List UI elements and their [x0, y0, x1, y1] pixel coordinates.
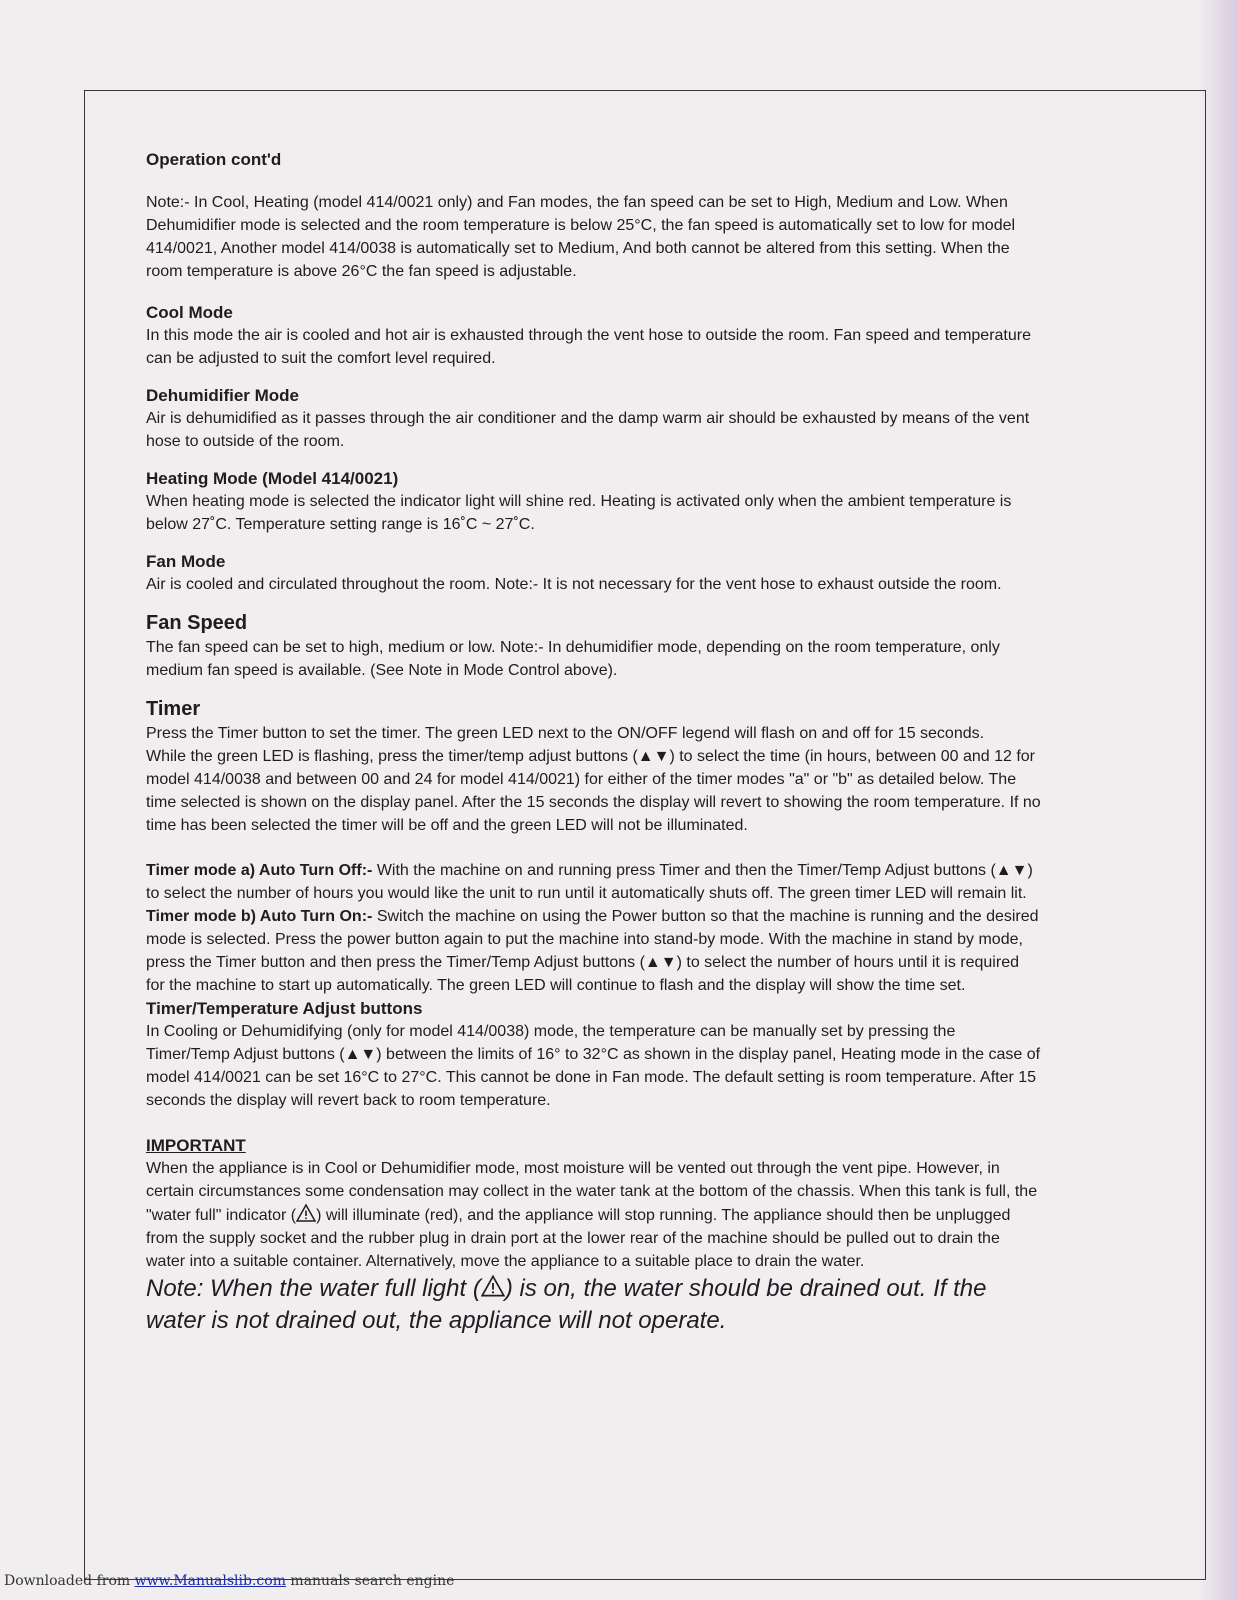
dehumidifier-heading: Dehumidifier Mode — [146, 386, 300, 405]
important-text — [146, 1157, 1042, 1273]
final-note — [146, 1273, 1042, 1337]
download-footer — [4, 1573, 454, 1589]
important-text-start: When the appliance is in Cool or Dehumidifier mode, most moisture will be vented out through the vent pipe. However, in certain circumstances some condensation may collect in the water tank at the bottom of the chassis. When this tank is full, the "water full" indicator ( — [146, 1160, 1038, 1224]
dehumidifier-text: Air is dehumidified as it passes through the air conditioner and the damp warm air should be exhausted by means of the vent hose to outside of the room. — [146, 410, 1030, 450]
important-heading: IMPORTANT — [146, 1136, 246, 1155]
cool-mode-heading: Cool Mode — [146, 303, 233, 322]
adjust-text: In Cooling or Dehumidifying (only for model 414/0038) mode, the temperature can be manually set by pressing the Timer/Temp Adjust buttons (▲▼) between the limits of 16° to 32°C as shown in the display panel, Heating mode in the case of model 414/0021 can be set 16°C to 27°C. This cannot be done in Fan mode. The default setting is room temperature. After 15 seconds the display will revert back to room temperature. — [146, 1023, 1041, 1109]
fan-speed-section — [146, 610, 1042, 682]
final-note-end: ) is on, the water should be drained out. If the water is not drained out, the appliance will not operate. — [146, 1275, 987, 1334]
adjust-section — [146, 997, 1042, 1112]
heating-text: When heating mode is selected the indicator light will shine red. Heating is activated only when the ambient temperature is below 27˚C. Temperature setting range is 16˚C ~ 27˚C. — [146, 493, 1012, 533]
warning-triangle-icon — [481, 1274, 505, 1298]
fan-mode-section — [146, 550, 1042, 596]
final-note-start: Note: When the water full light ( — [146, 1275, 481, 1302]
intro-note: Note:- In Cool, Heating (model 414/0021 only) and Fan modes, the fan speed can be set to High, Medium and Low. When Dehumidifier mode is selected and the room temperature is below 25°C, the fan speed is automatically set to low for model 414/0021, Another model 414/0038 is automatically set to Medium, And both cannot be altered from this setting. When the room temperature is above 26°C the fan speed is adjustable. — [146, 194, 1016, 280]
important-section — [146, 1134, 1042, 1273]
footer-suffix: manuals search engine — [285, 1573, 455, 1589]
manualslib-link[interactable]: www.Manualslib.com — [134, 1573, 286, 1589]
timer-mode-b-text: Switch the machine on using the Power button so that the machine is running and the desired mode is selected. Press the power button again to put the machine into stand-by mode. With the machine in stand by mode, press the Timer button and then press the Timer/Temp Adjust buttons (▲▼) to select the number of hours until it is required for the machine to start up automatically. The green LED will continue to flash and the display will show the time set. — [146, 908, 1039, 994]
important-text-end: ) will illuminate (red), and the appliance will stop running. The appliance should then be unplugged from the supply socket and the rubber plug in drain port at the lower rear of the machine should be pulled out to drain the water into a suitable container. Alternatively, move the appliance to a suitable place to drain the water. — [146, 1207, 1011, 1270]
cool-mode-text: In this mode the air is cooled and hot air is exhausted through the vent hose to outside the room. Fan speed and temperature can be adjusted to suit the comfort level required. — [146, 327, 1031, 367]
heating-heading: Heating Mode (Model 414/0021) — [146, 469, 399, 488]
cool-mode-section — [146, 301, 1042, 370]
timer-mode-a-text: With the machine on and running press Timer and then the Timer/Temp Adjust buttons (▲▼) to select the number of hours you would like the unit to run until it automatically shuts off. The green timer LED will remain lit. — [146, 862, 1033, 902]
dehumidifier-section — [146, 384, 1042, 453]
timer-mode-a — [146, 859, 1042, 905]
manual-page-content — [146, 148, 1042, 1337]
timer-heading: Timer — [146, 698, 201, 720]
footer-prefix: Downloaded from — [4, 1573, 135, 1589]
timer-mode-a-heading: Timer mode a) Auto Turn Off:- — [146, 862, 373, 879]
fan-speed-heading: Fan Speed — [146, 612, 248, 634]
fan-speed-text: The fan speed can be set to high, medium or low. Note:- In dehumidifier mode, depending on the room temperature, only medium fan speed is available. (See Note in Mode Control above). — [146, 639, 1000, 679]
heating-section — [146, 467, 1042, 536]
fan-mode-text: Air is cooled and circulated throughout the room. Note:- It is not necessary for the vent hose to exhaust outside the room. — [146, 576, 1002, 593]
timer-section — [146, 696, 1042, 837]
fan-mode-heading: Fan Mode — [146, 552, 226, 571]
timer-mode-b-heading: Timer mode b) Auto Turn On:- — [146, 908, 373, 925]
page-title: Operation cont'd — [146, 150, 282, 169]
timer-text-2: While the green LED is flashing, press the timer/temp adjust buttons (▲▼) to select the time (in hours, between 00 and 12 for model 414/0038 and between 00 and 24 for model 414/0021) for either of the timer modes "a" or "b" as detailed below. The time selected is shown on the display panel. After the 15 seconds the display will revert to showing the room temperature. If no time has been selected the timer will be off and the green LED will not be illuminated. — [146, 748, 1041, 834]
adjust-heading: Timer/Temperature Adjust buttons — [146, 999, 423, 1018]
timer-mode-b — [146, 905, 1042, 997]
warning-triangle-icon — [296, 1203, 316, 1223]
timer-text-1: Press the Timer button to set the timer. The green LED next to the ON/OFF legend will flash on and off for 15 seconds. — [146, 725, 985, 742]
